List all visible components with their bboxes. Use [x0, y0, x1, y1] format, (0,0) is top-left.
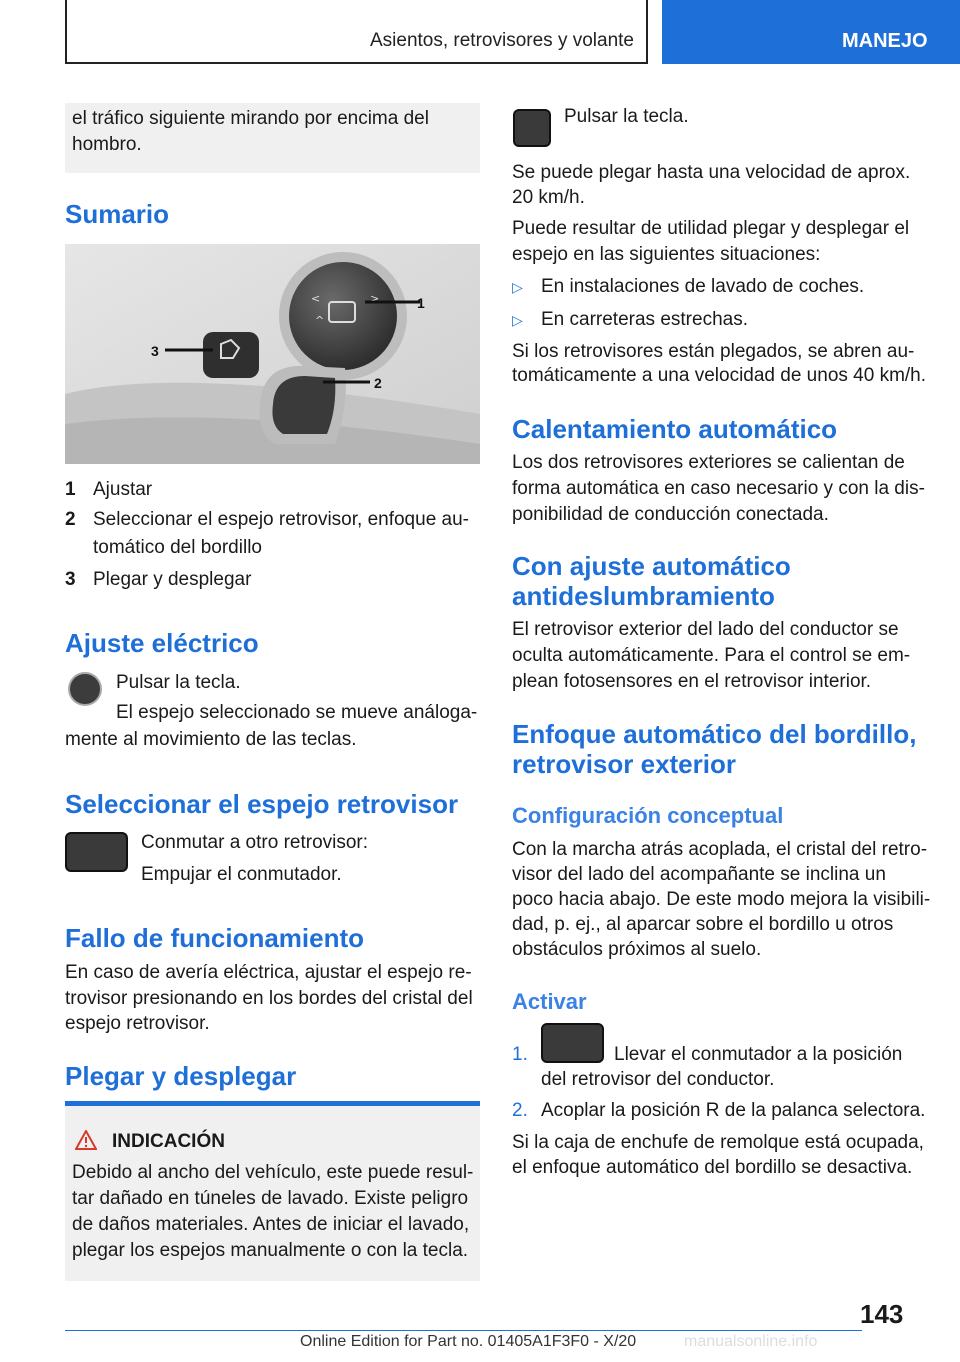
mirror-switch-graphic — [272, 376, 335, 434]
step-1-number: 1. — [512, 1044, 528, 1065]
seleccionar-l2: Empujar el conmutador. — [141, 864, 342, 885]
heading-plegar: Plegar y desplegar — [65, 1061, 297, 1091]
warning-icon — [75, 1130, 97, 1150]
bullet-text: En instalaciones de lavado de coches. — [541, 276, 865, 297]
svg-text:<: < — [311, 292, 321, 305]
heading-antides-l2: antideslumbramiento — [512, 581, 775, 611]
step-2-number: 2. — [512, 1100, 528, 1121]
config-l4: dad, p. ej., al aparcar sobre el bordillo u otros — [512, 914, 894, 935]
cal-l1: Los dos retrovisores exteriores se calientan de — [512, 452, 905, 473]
intro-note-box — [65, 103, 480, 173]
note-l2: tar dañado en túneles de lavado. Existe peligro — [72, 1188, 469, 1209]
heading-config: Configuración conceptual — [512, 803, 784, 828]
ajuste-l3: mente al movimiento de las teclas. — [65, 729, 357, 750]
note-l4: plegar los espejos manualmente o con la tecla. — [72, 1240, 469, 1261]
legend-num: 1 — [65, 479, 76, 500]
header-chapter-tab — [662, 0, 960, 64]
adjust-key-icon — [68, 672, 102, 706]
note-title: INDICACIÓN — [112, 1131, 225, 1152]
p3-l2: tomáticamente a una velocidad de unos 40 km/h. — [512, 365, 927, 386]
header-section-title: Asientos, retrovisores y volante — [369, 30, 634, 51]
mirror-switch-icon — [65, 832, 128, 872]
bullet-item — [512, 274, 865, 300]
legend-item — [65, 507, 480, 567]
ajuste-l2: El espejo seleccionado se mueve análoga- — [116, 702, 478, 723]
callout-2: 2 — [374, 375, 382, 391]
intro-text: el tráfico siguiente mirando por encima del hombro. — [72, 108, 429, 155]
activar-p-l1: Si la caja de enchufe de remolque está ocupada, — [512, 1132, 924, 1153]
p1-l1: Se puede plegar hasta una velocidad de aprox. — [512, 162, 911, 183]
bullet-marker-icon: ▷ — [512, 312, 523, 328]
antides-l1: El retrovisor exterior del lado del conductor se — [512, 619, 899, 640]
heading-fallo: Fallo de funcionamiento — [65, 923, 365, 953]
page-number: 143 — [860, 1299, 904, 1329]
warning-note-box — [65, 1101, 480, 1281]
heading-activar: Activar — [512, 989, 587, 1014]
step-2-l1: Acoplar la posición R de la palanca selectora. — [541, 1100, 926, 1121]
cal-l2: forma automática en caso necesario y con la dis- — [512, 478, 925, 499]
cal-l3: ponibilidad de conducción conectada. — [512, 504, 829, 525]
step-1-l1: Llevar el conmutador a la posición — [614, 1044, 903, 1065]
fallo-l2: trovisor presionando en los bordes del cristal del — [65, 988, 473, 1009]
bullet-item — [512, 307, 748, 333]
heading-enfoque-l1: Enfoque automático del bordillo, — [512, 719, 917, 749]
legend-list — [65, 477, 480, 593]
seleccionar-l1: Conmutar a otro retrovisor: — [141, 832, 369, 853]
legend-num: 3 — [65, 569, 76, 590]
chapter-label: MANEJO — [842, 30, 928, 52]
config-l5: obstáculos próximos al suelo. — [512, 939, 762, 960]
ajuste-l1: Pulsar la tecla. — [116, 672, 241, 693]
heading-calentamiento: Calentamiento automático — [512, 414, 838, 444]
legend-item — [65, 477, 480, 503]
callout-3: 3 — [151, 343, 159, 359]
adjust-knob — [289, 262, 397, 370]
antides-l2: oculta automáticamente. Para el control se em- — [512, 645, 911, 666]
config-l2: visor del lado del acompañante se inclina un — [512, 864, 886, 885]
p1-l2: 20 km/h. — [512, 187, 585, 208]
mirror-controls-illustration — [65, 244, 480, 464]
legend-text: Ajustar — [93, 479, 153, 500]
svg-text:^: ^ — [315, 314, 325, 327]
fold-key-icon — [513, 109, 551, 147]
heading-sumario: Sumario — [65, 199, 170, 229]
legend-num: 2 — [65, 509, 76, 530]
legend-text: Seleccionar el espejo retrovisor, enfoque au- — [93, 509, 470, 530]
footer-edition: Online Edition for Part no. 01405A1F3F0 - X/20 — [300, 1333, 637, 1350]
legend-text: tomático del bordillo — [93, 537, 262, 558]
heading-antides-l1: Con ajuste automático — [512, 551, 791, 581]
antides-l3: plean fotosensores en el retrovisor interior. — [512, 671, 872, 692]
bullet-text: En carreteras estrechas. — [541, 309, 748, 330]
p2-l1: Puede resultar de utilidad plegar y desplegar el — [512, 218, 910, 239]
config-l3: poco hacia abajo. De este modo mejora la visibili- — [512, 889, 931, 910]
note-l1: Debido al ancho del vehículo, este puede resul- — [72, 1162, 474, 1183]
footer-watermark: manualsonline.info — [684, 1333, 818, 1350]
bullet-marker-icon: ▷ — [512, 279, 523, 295]
legend-item — [65, 567, 480, 593]
fallo-l3: espejo retrovisor. — [65, 1013, 210, 1034]
mirror-switch-icon — [541, 1023, 604, 1063]
header-section-box — [65, 0, 648, 64]
fallo-l1: En caso de avería eléctrica, ajustar el espejo re- — [65, 962, 472, 983]
pulsar-text: Pulsar la tecla. — [564, 106, 689, 127]
heading-seleccionar: Seleccionar el espejo retrovisor — [65, 789, 459, 819]
p3-l1: Si los retrovisores están plegados, se abren au- — [512, 341, 915, 362]
fold-button-graphic — [203, 332, 259, 378]
callout-1: 1 — [417, 295, 425, 311]
heading-ajuste: Ajuste eléctrico — [65, 628, 259, 658]
footer-rule — [65, 1330, 862, 1331]
svg-text:>: > — [370, 292, 380, 305]
config-l1: Con la marcha atrás acoplada, el cristal del retro- — [512, 839, 928, 860]
step-1-l2: del retrovisor del conductor. — [541, 1069, 775, 1090]
note-l3: de daños materiales. Antes de iniciar el lavado, — [72, 1214, 470, 1235]
legend-text: Plegar y desplegar — [93, 569, 252, 590]
heading-enfoque-l2: retrovisor exterior — [512, 749, 736, 779]
activar-p-l2: el enfoque automático del bordillo se desactiva. — [512, 1157, 913, 1178]
p2-l2: espejo en las siguientes situaciones: — [512, 244, 821, 265]
